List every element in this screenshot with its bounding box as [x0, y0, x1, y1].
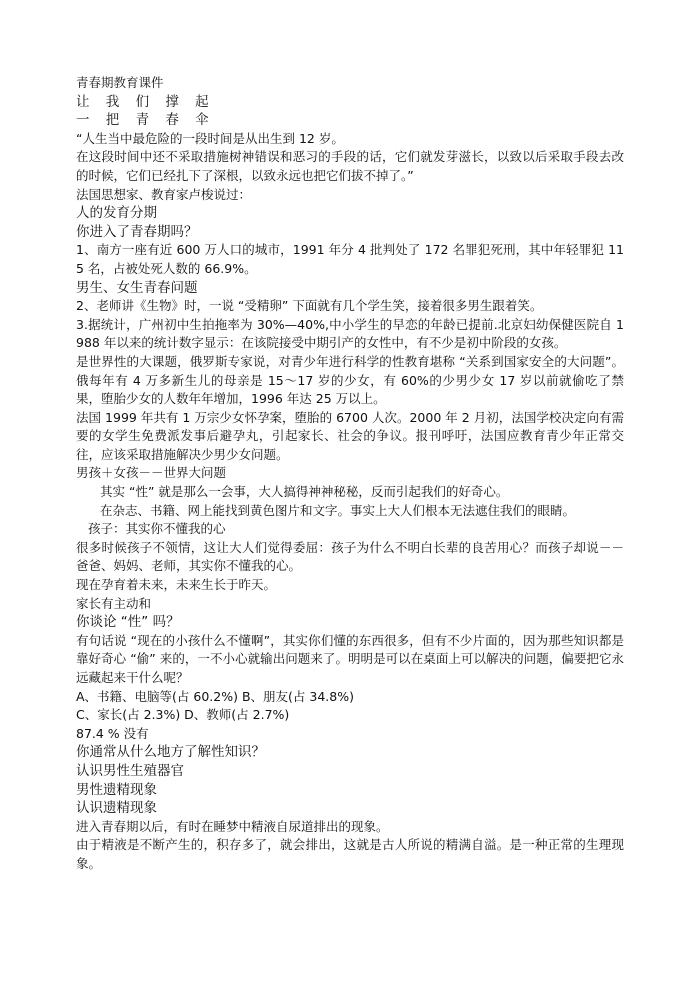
heading-development-stages: 人的发育分期: [76, 205, 157, 222]
heading-parents: 家长有主动和: [76, 595, 152, 611]
paragraph-saying: 有句话说 “现在的小孩什么不懂啊”，其实你们懂的东西很多，但有不少片面的，因为那些知识都是靠好奇心 “偷” 来的，一不小心就输出问题来了。明明是可以在桌面上可以解决的问题，偏要把它永远藏起来干什么呢？: [76, 632, 624, 685]
heading-knowledge-source: 你通常从什么地方了解性知识？: [76, 744, 265, 761]
heading-male-organs: 认识男性生殖器官: [76, 762, 184, 779]
paragraph-case-2: 2、老师讲《生物》时，一说 “受精卵” 下面就有几个学生笑，接着很多男生跟着笑。: [76, 298, 543, 314]
paragraph-case-3: 3.据统计，广州初中生拍拖率为 30%—40%,中小学生的早恋的年龄已提前.北京妇幼保健医院自 1988 年以来的统计数字显示：在该院接受中期引产的女性中，有不少是初中阶段的女孩。: [76, 316, 624, 351]
survey-none: 87.4 % 没有: [76, 725, 149, 741]
paragraph-curiosity: 其实 “性” 就是那么一会事，大人搞得神神秘秘，反而引起我们的好奇心。: [100, 484, 509, 500]
heading-world-problem: 男孩＋女孩－－世界大问题: [76, 465, 227, 481]
heading-male-emission: 男性遗精现象: [76, 781, 157, 798]
paragraph-russia: 是世界性的大课题，俄罗斯专家说，对青少年进行科学的性教育堪称 “关系到国家安全的大问题”。俄每年有 4 万多新生儿的母亲是 15～17 岁的少女，有 60%的少男少女 17 岁以前就偷吃了禁果，堕胎少女的人数年年增加，1996 年达 25 万以上。: [76, 353, 624, 407]
paragraph-media: 在杂志、书籍、网上能找到黄色图片和文字。事实上大人们根本无法遮住我们的眼睛。: [100, 502, 576, 518]
paragraph-quote-body: 在这段时间中还不采取措施树神错误和恶习的手段的话，它们就发芽滋长，以致以后采取手段去改的时候，它们已经扎下了深根，以致永远也把它们拔不掉了。”: [76, 149, 624, 183]
paragraph-future: 现在孕育着未来，未来生长于昨天。: [76, 577, 277, 593]
paragraph-emission-explanation: 由于精液是不断产生的，积存多了，就会排出，这就是古人所说的精满自溢。是一种正常的生理现象。: [76, 837, 624, 871]
heading-puberty-question: 你进入了青春期吗？: [76, 223, 198, 240]
paragraph-child-heart: 很多时候孩子不领情，这让大人们觉得委屈：孩子为什么不明白长辈的良苦用心？而孩子却说－－爸爸、妈妈、老师，其实你不懂我的心。: [76, 539, 624, 574]
paragraph-emission-definition: 进入青春期以后，有时在睡梦中精液自尿道排出的现象。: [76, 818, 389, 834]
survey-options-ab: A、书籍、电脑等(占 60.2%) B、朋友(占 34.8%): [76, 688, 354, 704]
heading-boys-girls-issues: 男生、女生青春问题: [76, 279, 198, 296]
document-page: [76, 74, 624, 874]
slogan-line-1: 让 我 们 撑 起: [76, 93, 215, 110]
document-title: 青春期教育课件: [76, 75, 164, 90]
paragraph-quote-start: “人生当中最危险的一段时间是从出生到 12 岁。: [76, 130, 344, 146]
slogan-line-2: 一 把 青 春 伞: [76, 112, 215, 129]
paragraph-case-1: 1、南方一座有近 600 万人口的城市，1991 年分 4 批判处了 172 名罪犯死刑，其中年轻罪犯 115 名，占被处死人数的 66.9%。: [76, 242, 624, 276]
heading-talk-about: 你谈论 “性” 吗？: [76, 614, 180, 631]
paragraph-quote-author: 法国思想家、教育家卢梭说过：: [76, 186, 252, 202]
survey-options-cd: C、家长(占 2.3%) D、教师(占 2.7%): [76, 707, 290, 723]
paragraph-france: 法国 1999 年共有 1 万宗少女怀孕案，堕胎的 6700 人次。2000 年 2 月初，法国学校决定向有需要的女学生免费派发事后避孕丸，引起家长、社会的争议。报刊呼吁，法国应教育青少年正常交往，应该采取措施解决少男少女问题。: [76, 409, 624, 462]
heading-understand-emission: 认识遗精现象: [76, 800, 157, 817]
heading-child-heart: 孩子：其实你不懂我的心: [88, 521, 226, 537]
